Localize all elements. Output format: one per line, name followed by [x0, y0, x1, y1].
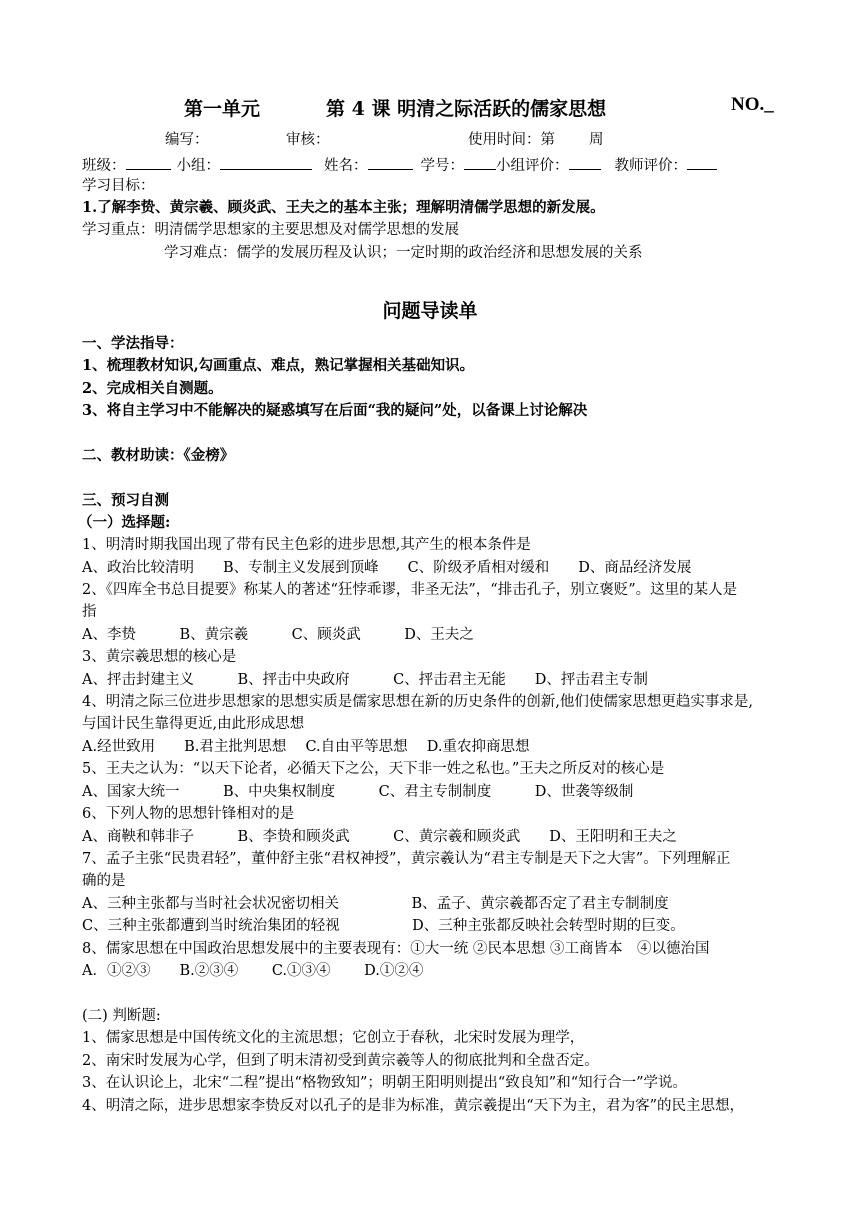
question-line: 6、下列人物的思想针锋相对的是 [82, 806, 295, 822]
author-label: 编写： [165, 132, 209, 148]
guide-item: 3、将自主学习中不能解决的疑惑填写在后面“我的疑问”处，以备课上讨论解决 [82, 402, 588, 419]
number-label: NO._ [731, 94, 774, 115]
question-line: 指 [82, 604, 97, 620]
id-blank[interactable] [464, 154, 496, 170]
selftest-title: 三、预习自测 [82, 492, 169, 509]
question-line: 1、明清时期我国出现了带有民主色彩的进步思想,其产生的根本条件是 [82, 537, 531, 553]
week-label: 周 [589, 132, 604, 148]
option-line: A、三种主张都与当时社会状况密切相关 B、孟子、黄宗羲都否定了君主专制制度 [82, 896, 669, 912]
option-line: A．①②③ B.②③④ C.①③④ D.①②④ [82, 963, 424, 979]
name-blank[interactable] [368, 154, 413, 170]
question-line: 5、王夫之认为：“以天下论者，必循天下之公，天下非一姓之私也。”王夫之所反对的核心是 [82, 761, 665, 777]
judge-line: 3、在认识论上，北宋“二程”提出“格物致知”；明朝王阳明则提出“致良知”和“知行合一”学说。 [82, 1075, 688, 1091]
time-label: 使用时间：第 [468, 132, 555, 148]
option-line: A、政治比较清明 B、专制主义发展到顶峰 C、阶级矛盾相对缓和 D、商品经济发展 [82, 560, 692, 576]
teacher-eval-blank[interactable] [687, 154, 717, 170]
option-line: A、李贽 B、黄宗羲 C、顾炎武 D、王夫之 [82, 627, 474, 643]
id-label: 学号： [420, 158, 464, 174]
material-line: 二、教材助读：《金榜》 [82, 447, 235, 464]
question-line: 7、孟子主张“民贵君轻”，董仲舒主张“君权神授”，黄宗羲认为“君主专制是天下之大害”。下列理解正 [82, 851, 731, 867]
judge-title: (二) 判断题: [82, 1008, 161, 1024]
unit-title: 第一单元 [184, 98, 261, 120]
reviewer-label: 审核： [286, 132, 330, 148]
question-line: 4、明清之际三位进步思想家的思想实质是儒家思想在新的历史条件的创新,他们使儒家思想更趋实事求是, [82, 694, 753, 710]
goals-title: 学习目标： [82, 178, 155, 194]
option-line: C、三种主张都遭到当时统治集团的轻视 D、三种主张都反映社会转型时期的巨变。 [82, 918, 685, 934]
lesson-title: 第 4 课 明清之际活跃的儒家思想 [326, 98, 607, 120]
group-eval-blank[interactable] [569, 154, 601, 170]
focus-line: 学习重点：明清儒学思想家的主要思想及对儒学思想的发展 [82, 222, 459, 238]
question-line: 3、黄宗羲思想的核心是 [82, 649, 237, 665]
option-line: A、抨击封建主义 B、抨击中央政府 C、抨击君主无能 D、抨击君主专制 [82, 672, 648, 688]
difficulty-line: 学习难点：儒学的发展历程及认识；一定时期的政治经济和思想发展的关系 [164, 245, 643, 261]
class-label: 班级： [82, 158, 126, 174]
question-line: 8、儒家思想在中国政治思想发展中的主要表现有：①大一统 ②民本思想 ③工商皆本 ④以德治国 [82, 941, 710, 957]
judge-line: 2、南宋时发展为心学，但到了明末清初受到黄宗羲等人的彻底批判和全盘否定。 [82, 1053, 599, 1069]
option-line: A、国家大统一 B、中央集权制度 C、君主专制制度 D、世袭等级制 [82, 784, 634, 800]
section-title: 问题导读单 [382, 300, 478, 322]
group-blank[interactable] [220, 154, 312, 170]
guide-item: 2、完成相关自测题。 [82, 380, 223, 397]
option-line: A、商鞅和韩非子 B、李贽和顾炎武 C、黄宗羲和顾炎武 D、王阳明和王夫之 [82, 829, 677, 845]
class-blank[interactable] [126, 154, 171, 170]
question-line: 2、《四库全书总目提要》称某人的著述“狂悖乖谬，非圣无法”，“排击孔子，别立褒贬”。这里的某人是 [82, 582, 738, 598]
guide-item: 1、梳理教材知识,勾画重点、难点，熟记掌握相关基础知识。 [82, 357, 475, 374]
teacher-eval-label: 教师评价： [614, 158, 687, 174]
option-line: A.经世致用 B.君主批判思想 C.自由平等思想 D.重农抑商思想 [82, 739, 530, 755]
info-row [82, 154, 717, 176]
group-label: 小组： [176, 158, 220, 174]
question-line: 与国计民生靠得更近,由此形成思想 [82, 716, 305, 732]
name-label: 姓名： [324, 158, 368, 174]
judge-line: 1、儒家思想是中国传统文化的主流思想；它创立于春秋，北宋时发展为理学， [82, 1030, 585, 1046]
group-eval-label: 小组评价： [496, 158, 569, 174]
guide-title: 一、学法指导： [82, 335, 184, 352]
choice-title: （一）选择题: [78, 514, 171, 531]
goals-item: 1.了解李贽、黄宗羲、顾炎武、王夫之的基本主张；理解明清儒学思想的新发展。 [82, 199, 605, 216]
judge-line: 4、明清之际，进步思想家李贽反对以孔子的是非为标准，黄宗羲提出“天下为主，君为客”的民主思想， [82, 1098, 745, 1114]
question-line: 确的是 [82, 873, 126, 889]
